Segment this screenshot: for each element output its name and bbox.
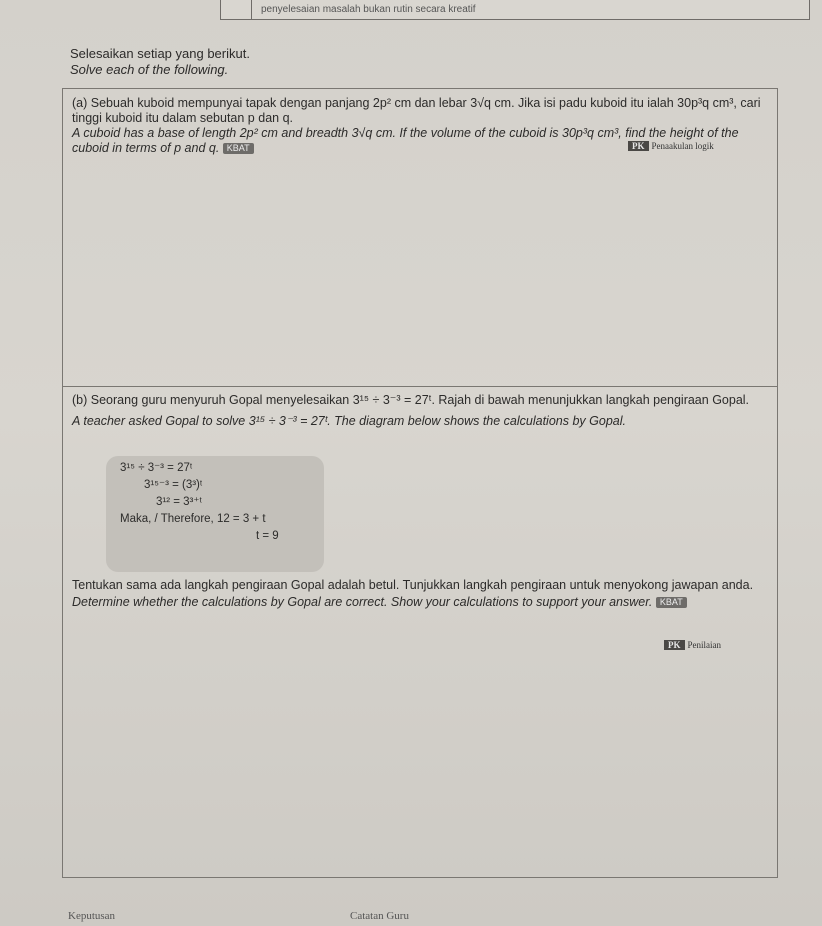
pk-label-a: Penaakulan logik bbox=[651, 141, 714, 151]
pk-label-b: Penilaian bbox=[687, 640, 721, 650]
question-a-english: A cuboid has a base of length 2p² cm and breadth 3√q cm. If the volume of the cuboid is 30p³q cm³, find the height of the cuboid in terms of p and q. KBAT bbox=[72, 126, 739, 155]
work-line-2: 3¹⁵⁻³ = (3³)ᵗ bbox=[144, 479, 203, 491]
work-line-4: Maka, / Therefore, 12 = 3 + t bbox=[120, 513, 266, 525]
work-line-1: 3¹⁵ ÷ 3⁻³ = 27ᵗ bbox=[120, 462, 193, 474]
question-b-task-english: Determine whether the calculations by Gopal are correct. Show your calculations to support your answer. KBAT bbox=[72, 595, 772, 610]
instructions-malay: Selesaikan setiap yang berikut. bbox=[70, 46, 250, 61]
pk-tag-a bbox=[628, 141, 714, 151]
header-strip-text: penyelesaian masalah bukan rutin secara kreatif bbox=[261, 4, 476, 15]
question-b-english: A teacher asked Gopal to solve 3¹⁵ ÷ 3⁻³ = 27ᵗ. The diagram below shows the calculations by Gopal. bbox=[72, 414, 626, 428]
header-mark-cell bbox=[221, 0, 252, 20]
question-b-task-malay: Tentukan sama ada langkah pengiraan Gopal adalah betul. Tunjukkan langkah pengiraan untuk menyokong jawapan anda. bbox=[72, 578, 754, 592]
pk-badge-b: PK bbox=[664, 640, 685, 650]
question-a-label: (a) bbox=[72, 96, 88, 110]
question-a-malay: Sebuah kuboid mempunyai tapak dengan panjang 2p² cm dan lebar 3√q cm. Jika isi padu kuboid itu ialah 30p³q cm³, cari tinggi kuboid itu dalam sebutan p dan q. bbox=[72, 96, 761, 125]
question-b-malay: Seorang guru menyuruh Gopal menyelesaikan 3¹⁵ ÷ 3⁻³ = 27ᵗ. Rajah di bawah menunjukkan langkah pengiraan Gopal. bbox=[90, 393, 750, 407]
footer-keputusan: Keputusan bbox=[68, 910, 116, 922]
work-line-5: t = 9 bbox=[256, 530, 279, 542]
instructions bbox=[70, 46, 250, 78]
kbat-badge-b: KBAT bbox=[656, 597, 687, 608]
question-b bbox=[72, 393, 772, 429]
gopal-working-box bbox=[106, 456, 324, 572]
work-line-3: 3¹² = 3³⁺ᵗ bbox=[156, 496, 202, 508]
kbat-badge-a: KBAT bbox=[223, 143, 254, 154]
pk-tag-b bbox=[664, 640, 721, 650]
question-b-task bbox=[72, 578, 772, 610]
question-b-label: (b) bbox=[72, 393, 88, 407]
instructions-english: Solve each of the following. bbox=[70, 62, 229, 77]
pk-badge-a: PK bbox=[628, 141, 649, 151]
header-strip bbox=[220, 0, 810, 20]
footer-catatan-guru: Catatan Guru bbox=[350, 910, 409, 922]
question-divider bbox=[62, 386, 778, 387]
